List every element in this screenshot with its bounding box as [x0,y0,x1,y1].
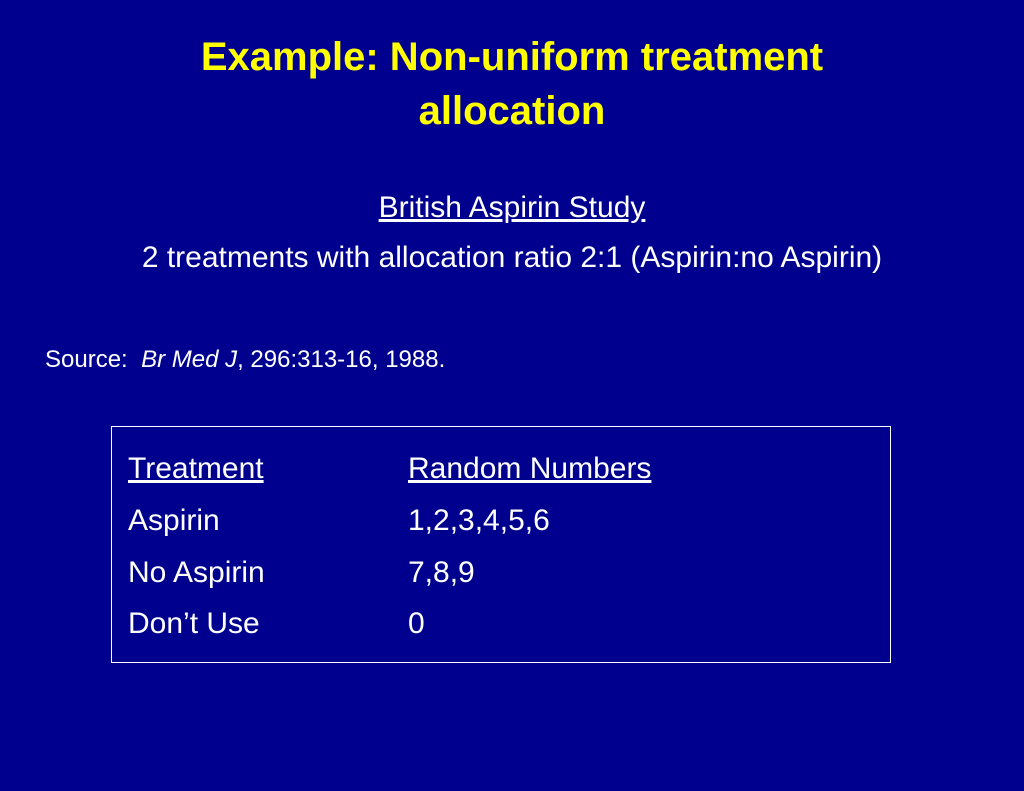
source-label: Source: [45,346,128,373]
source-journal: Br Med J [141,346,238,373]
random-numbers-cell: 0 [408,607,425,640]
header-random-numbers: Random Numbers [408,452,652,485]
treatment-cell: No Aspirin [128,556,265,589]
random-numbers-cell: 7,8,9 [408,556,475,589]
source-citation [45,345,445,375]
slide-title [0,30,1024,138]
treatment-cell: Don’t Use [128,607,260,640]
treatment-cell: Aspirin [128,504,220,537]
slide-title-line-1: Example: Non-uniform treatment [200,35,824,79]
random-numbers-cell: 1,2,3,4,5,6 [408,504,550,537]
source-details: , 296:313-16, 1988. [237,346,446,373]
allocation-table [111,426,891,663]
header-treatment: Treatment [128,452,264,485]
allocation-ratio-text: 2 treatments with allocation ratio 2:1 (Aspirin:no Aspirin) [141,241,883,274]
slide-title-line-2: allocation [418,89,606,133]
study-name: British Aspirin Study [378,191,646,224]
slide-subtitle [0,190,1024,276]
